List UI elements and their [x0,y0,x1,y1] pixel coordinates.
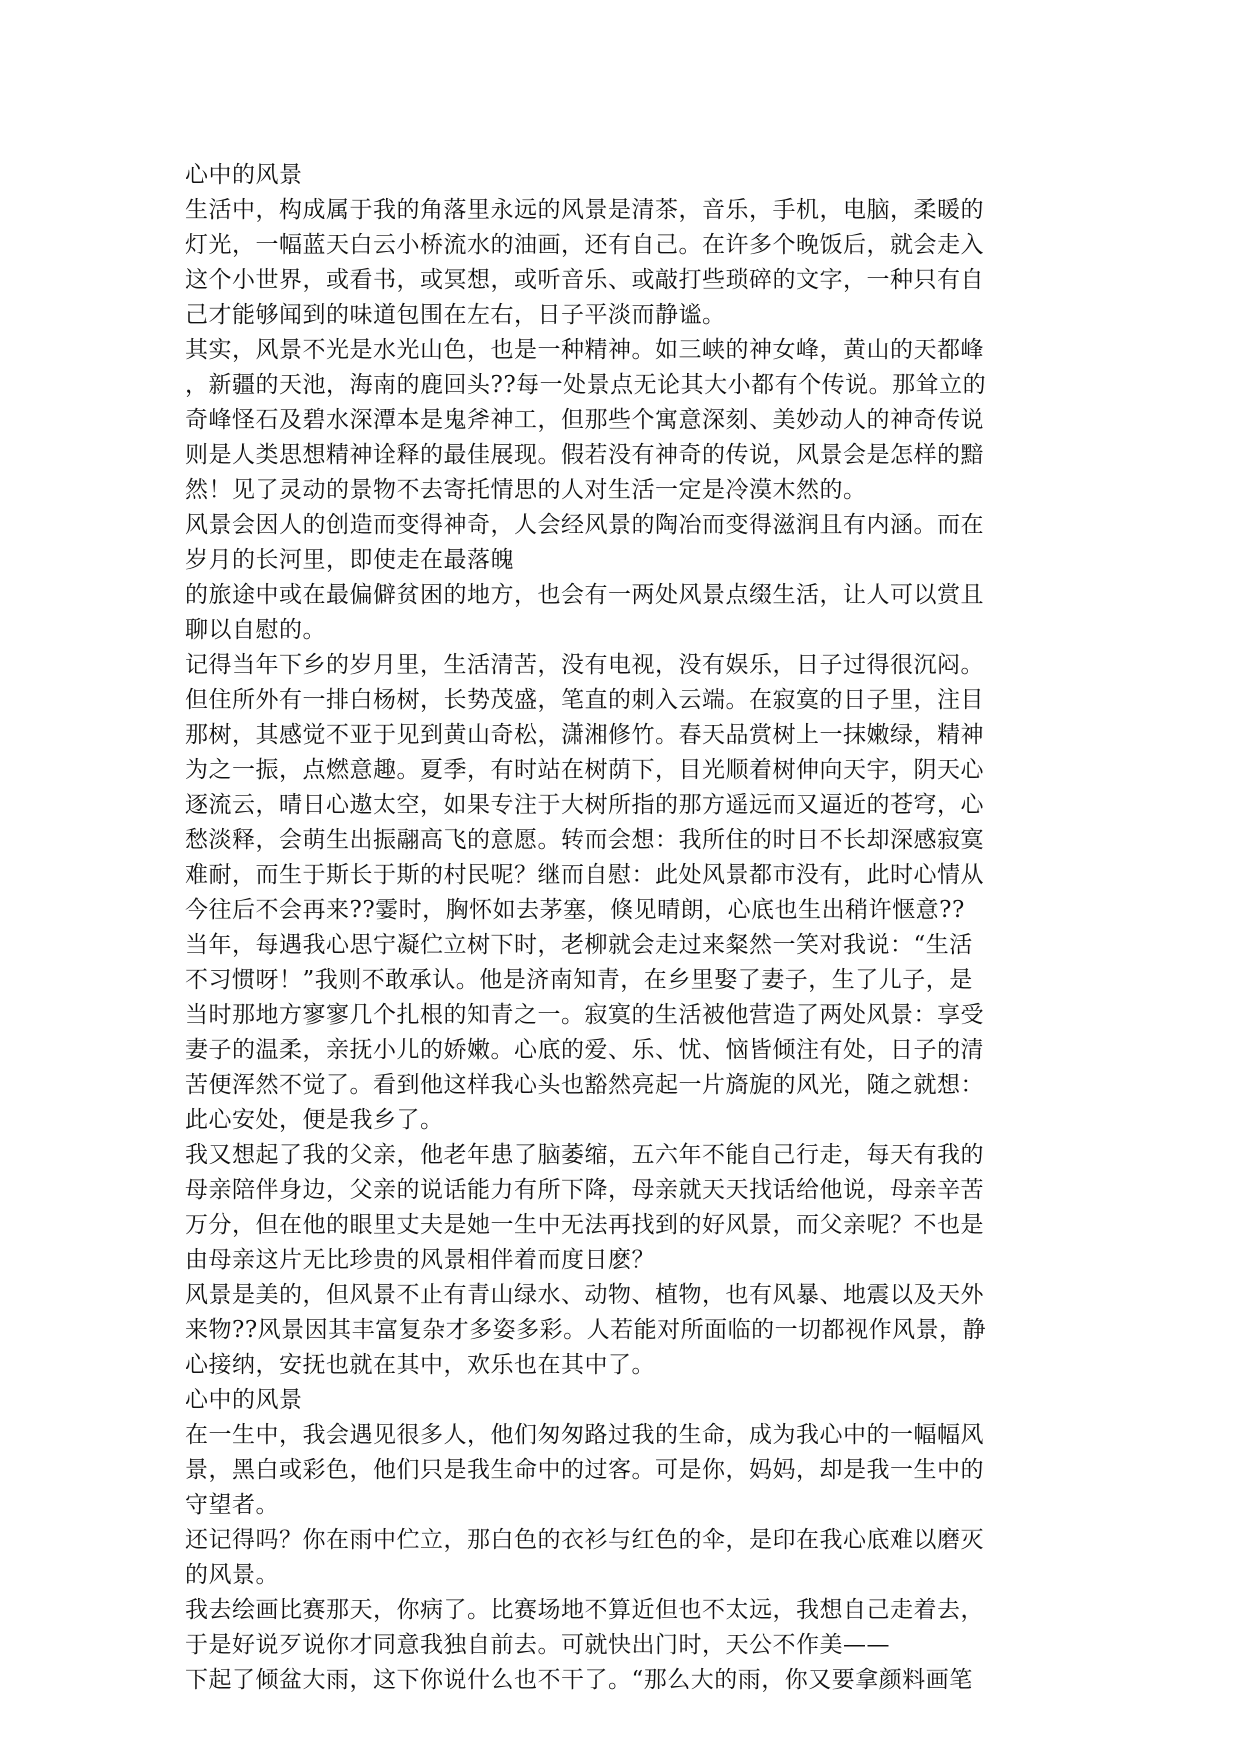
text-line: 然！见了灵动的景物不去寄托情思的人对生活一定是冷漠木然的。 [185,477,867,503]
text-line: 记得当年下乡的岁月里，生活清苦，没有电视，没有娱乐，日子过得很沉闷。 [185,652,984,678]
text-line: 的旅途中或在最偏僻贫困的地方，也会有一两处风景点缀生活，让人可以赏且 [185,582,984,608]
text-line: ，新疆的天池，海南的鹿回头??每一处景点无论其大小都有个传说。那耸立的 [185,372,987,398]
text-line: 生活中，构成属于我的角落里永远的风景是清茶，音乐，手机，电脑，柔暖的 [185,197,984,223]
text-line: 难耐，而生于斯长于斯的村民呢？继而自慰：此处风景都市没有，此时心情从 [185,862,984,888]
text-line: 下起了倾盆大雨，这下你说什么也不干了。“那么大的雨，你又要拿颜料画笔 [185,1667,973,1693]
text-line: 聊以自慰的。 [185,617,326,643]
text-line: 还记得吗？你在雨中伫立，那白色的衣衫与红色的伞，是印在我心底难以磨灭 [185,1527,984,1553]
text-line: 则是人类思想精神诠释的最佳展现。假若没有神奇的传说，风景会是怎样的黯 [185,442,984,468]
text-line: 于是好说歹说你才同意我独自前去。可就快出门时，天公不作美—— [185,1632,890,1658]
text-line: 那树，其感觉不亚于见到黄山奇松，潇湘修竹。春天品赏树上一抹嫩绿，精神 [185,722,984,748]
text-line: 为之一振，点燃意趣。夏季，有时站在树荫下，目光顺着树伸向天宇，阴天心 [185,757,984,783]
text-line: 妻子的温柔，亲抚小儿的娇嫩。心底的爱、乐、忧、恼皆倾注有处，日子的清 [185,1037,984,1063]
document-body [185,158,1057,1698]
text-line: 心接纳，安抚也就在其中，欢乐也在其中了。 [185,1352,655,1378]
text-line: 风景会因人的创造而变得神奇，人会经风景的陶冶而变得滋润且有内涵。而在 [185,512,984,538]
text-line: 苦便浑然不觉了。看到他这样我心头也豁然亮起一片旖旎的风光，随之就想： [185,1072,984,1098]
text-line: 景，黑白或彩色，他们只是我生命中的过客。可是你，妈妈，却是我一生中的 [185,1457,984,1483]
text-line: 此心安处，便是我乡了。 [185,1107,444,1133]
text-line: 奇峰怪石及碧水深潭本是鬼斧神工，但那些个寓意深刻、美妙动人的神奇传说 [185,407,984,433]
text-line: 今往后不会再来??霎时，胸怀如去茅塞，倏见晴朗，心底也生出稍许惬意?? [185,897,965,923]
text-line: 但住所外有一排白杨树，长势茂盛，笔直的刺入云端。在寂寞的日子里，注目 [185,687,984,713]
text-line: 由母亲这片无比珍贵的风景相伴着而度日麽？ [185,1247,655,1273]
text-line: 的风景。 [185,1562,279,1588]
text-line: 灯光，一幅蓝天白云小桥流水的油画，还有自己。在许多个晚饭后，就会走入 [185,232,984,258]
title-line: 心中的风景 [185,162,303,188]
text-line: 这个小世界，或看书，或冥想，或听音乐、或敲打些琐碎的文字，一种只有自 [185,267,984,293]
text-line: 当年，每遇我心思宁凝伫立树下时，老柳就会走过来粲然一笑对我说：“生活 [185,932,973,958]
text-line: 当时那地方寥寥几个扎根的知青之一。寂寞的生活被他营造了两处风景：享受 [185,1002,984,1028]
text-line: 愁淡释，会萌生出振翮高飞的意愿。转而会想：我所住的时日不长却深感寂寞 [185,827,984,853]
text-line: 逐流云，晴日心遨太空，如果专注于大树所指的那方遥远而又逼近的苍穹，心 [185,792,984,818]
text-line: 岁月的长河里，即使走在最落魄 [185,547,514,573]
text-line: 母亲陪伴身边，父亲的说话能力有所下降，母亲就天天找话给他说，母亲辛苦 [185,1177,984,1203]
text-line: 守望者。 [185,1492,279,1518]
text-line: 己才能够闻到的味道包围在左右，日子平淡而静谧。 [185,302,726,328]
text-line: 不习惯呀！”我则不敢承认。他是济南知青，在乡里娶了妻子，生了儿子，是 [185,967,973,993]
text-line: 风景是美的，但风景不止有青山绿水、动物、植物，也有风暴、地震以及天外 [185,1282,984,1308]
text-line: 来物??风景因其丰富复杂才多姿多彩。人若能对所面临的一切都视作风景，静 [185,1317,987,1343]
text-line: 在一生中，我会遇见很多人，他们匆匆路过我的生命，成为我心中的一幅幅风 [185,1422,984,1448]
text-line: 我又想起了我的父亲，他老年患了脑萎缩，五六年不能自己行走，每天有我的 [185,1142,984,1168]
text-line: 万分，但在他的眼里丈夫是她一生中无法再找到的好风景，而父亲呢？不也是 [185,1212,984,1238]
text-line: 我去绘画比赛那天，你病了。比赛场地不算近但也不太远，我想自己走着去， [185,1597,984,1623]
title-line: 心中的风景 [185,1387,303,1413]
text-line: 其实，风景不光是水光山色，也是一种精神。如三峡的神女峰，黄山的天都峰 [185,337,984,363]
